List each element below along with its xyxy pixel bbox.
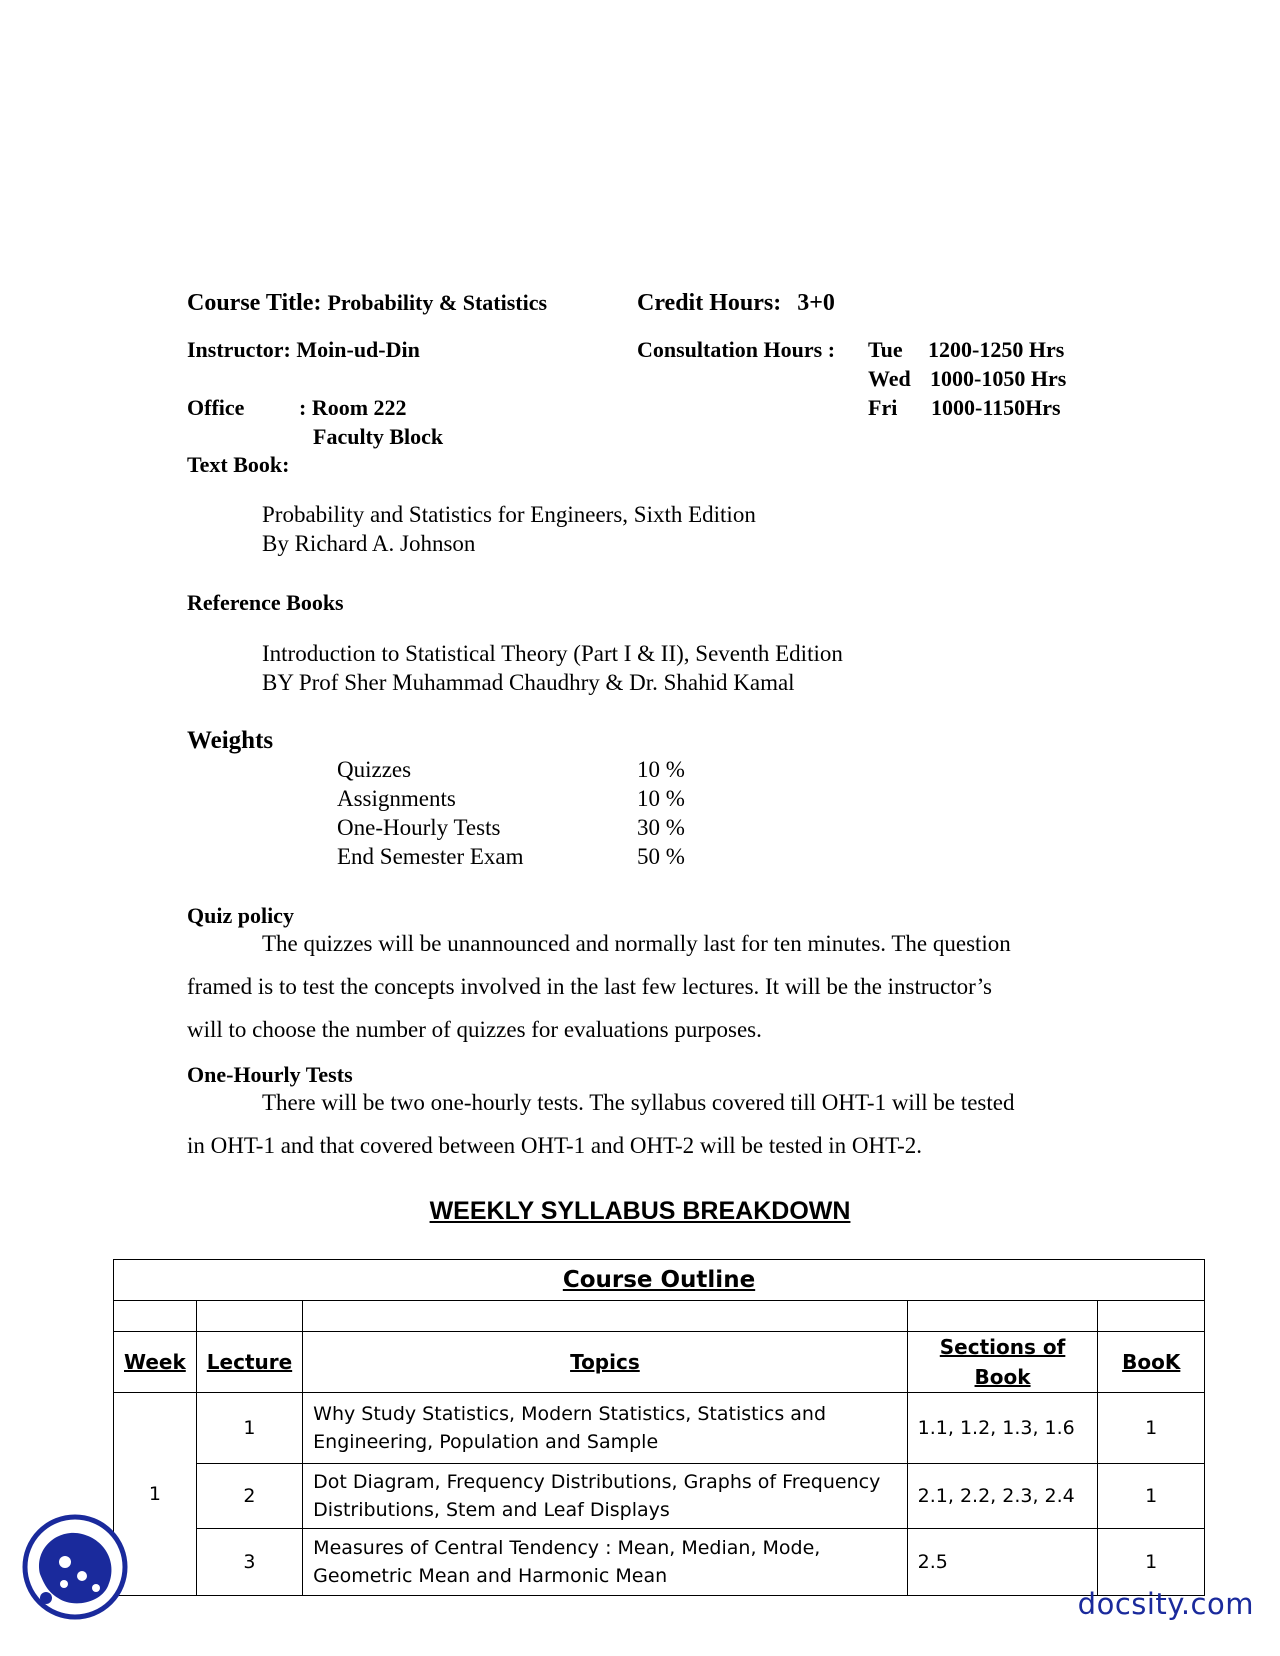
office-room: : Room 222 (299, 395, 407, 420)
weekly-syllabus-heading: WEEKLY SYLLABUS BREAKDOWN (429, 1197, 851, 1225)
course-outline-caption: Course Outline (114, 1260, 1205, 1301)
weight-value-end-semester-exam: 50 % (637, 844, 685, 869)
credit-hours-label: Credit Hours: (637, 290, 782, 316)
credit-hours-line (637, 290, 835, 317)
sections-cell: 2.1, 2.2, 2.3, 2.4 (907, 1464, 1098, 1529)
reference-book-authors: BY Prof Sher Muhammad Chaudhry & Dr. Shahid Kamal (262, 670, 795, 695)
weight-value-quizzes: 10 % (637, 757, 685, 782)
book-cell: 1 (1098, 1464, 1205, 1529)
table-row (114, 1464, 1205, 1529)
quiz-policy-line-2: framed is to test the concepts involved in the last few lectures. It will be the instructor’s (187, 974, 992, 999)
course-title: Probability & Statistics (327, 290, 548, 315)
office-block: Faculty Block (313, 424, 444, 449)
consultation-time-tue: 1200-1250 Hrs (928, 337, 1065, 362)
weight-label-one-hourly-tests: One-Hourly Tests (337, 815, 501, 840)
book-cell: 1 (1098, 1529, 1205, 1596)
column-header-week: Week (114, 1332, 197, 1393)
table-row (114, 1393, 1205, 1464)
table-row (114, 1529, 1205, 1596)
course-outline-table (113, 1259, 1205, 1596)
consultation-time-wed: 1000-1050 Hrs (930, 366, 1067, 391)
consultation-label: Consultation Hours : (637, 337, 836, 362)
column-header-book: BooK (1098, 1332, 1205, 1393)
column-header-topics: Topics (303, 1332, 907, 1393)
lecture-cell: 3 (196, 1529, 302, 1596)
sections-cell: 1.1, 1.2, 1.3, 1.6 (907, 1393, 1098, 1464)
consultation-time-fri: 1000-1150Hrs (931, 395, 1061, 420)
topics-cell: Measures of Central Tendency : Mean, Median, Mode, Geometric Mean and Harmonic Mean (303, 1529, 907, 1596)
weight-label-quizzes: Quizzes (337, 757, 412, 782)
quiz-policy-line-1: The quizzes will be unannounced and normally last for ten minutes. The question (262, 931, 1011, 956)
quiz-policy-heading: Quiz policy (187, 903, 294, 928)
docsity-brand-link[interactable]: docsity.com (1077, 1587, 1254, 1621)
instructor-label: Instructor: (187, 337, 291, 362)
instructor-name: Moin-ud-Din (296, 337, 420, 362)
sections-cell: 2.5 (907, 1529, 1098, 1596)
table-header-row (114, 1332, 1205, 1393)
reference-books-heading: Reference Books (187, 590, 344, 615)
one-hourly-tests-heading: One-Hourly Tests (187, 1062, 353, 1087)
one-hourly-tests-line-2: in OHT-1 and that covered between OHT-1 and OHT-2 will be tested in OHT-2. (187, 1133, 923, 1158)
table-caption-row (114, 1260, 1205, 1301)
instructor-line (187, 337, 420, 363)
weight-label-assignments: Assignments (337, 786, 456, 811)
topics-cell: Why Study Statistics, Modern Statistics, Statistics and Engineering, Population and Sample (303, 1393, 907, 1464)
office-label: Office (187, 395, 245, 420)
lecture-cell: 2 (196, 1464, 302, 1529)
consultation-day-wed: Wed (868, 366, 911, 391)
week-cell: 1 (114, 1393, 197, 1596)
consultation-day-fri: Fri (868, 395, 898, 420)
topics-cell: Dot Diagram, Frequency Distributions, Graphs of Frequency Distributions, Stem and Leaf Displays (303, 1464, 907, 1529)
weight-label-end-semester-exam: End Semester Exam (337, 844, 524, 869)
course-title-label: Course Title: (187, 290, 322, 316)
weight-value-assignments: 10 % (637, 786, 685, 811)
column-header-sections: Sections of Book (907, 1332, 1098, 1393)
credit-hours-value: 3+0 (797, 290, 835, 316)
one-hourly-tests-line-1: There will be two one-hourly tests. The syllabus covered till OHT-1 will be tested (262, 1090, 1015, 1115)
quiz-policy-line-3: will to choose the number of quizzes for evaluations purposes. (187, 1017, 762, 1042)
weight-value-one-hourly-tests: 30 % (637, 815, 685, 840)
book-cell: 1 (1098, 1393, 1205, 1464)
table-spacer-row (114, 1301, 1205, 1332)
reference-book-title: Introduction to Statistical Theory (Part I & II), Seventh Edition (262, 641, 843, 666)
lecture-cell: 1 (196, 1393, 302, 1464)
docsity-logo-icon[interactable] (20, 1512, 130, 1622)
text-book-title: Probability and Statistics for Engineers, Sixth Edition (262, 502, 756, 527)
consultation-day-tue: Tue (868, 337, 903, 362)
weights-heading: Weights (187, 727, 274, 754)
course-title-line (187, 290, 547, 317)
text-book-heading: Text Book: (187, 452, 290, 477)
column-header-lecture: Lecture (196, 1332, 302, 1393)
text-book-author: By Richard A. Johnson (262, 531, 476, 556)
